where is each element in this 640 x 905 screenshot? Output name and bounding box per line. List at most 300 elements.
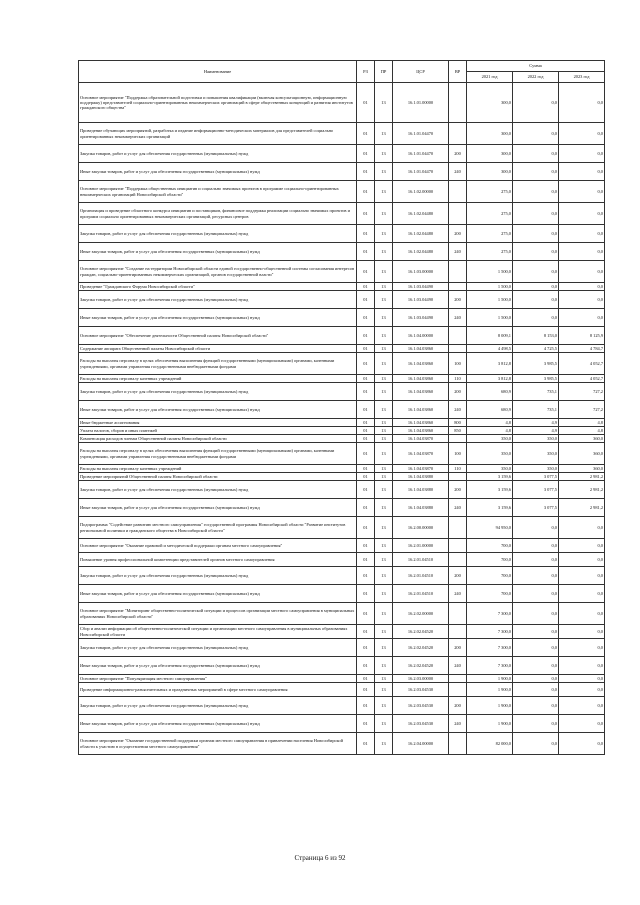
row-csr: 16.1.04.03860 xyxy=(393,419,449,427)
row-sum-2021: 4,8 xyxy=(467,419,513,427)
row-pr: 13 xyxy=(375,123,393,145)
row-name: Основное мероприятие "Популяризация местного самоуправления" xyxy=(79,675,357,683)
row-sum-2021: 1 900,0 xyxy=(467,675,513,683)
row-sum-2021: 300,0 xyxy=(467,145,513,163)
table-row xyxy=(79,567,605,585)
row-vr: 200 xyxy=(449,383,467,401)
row-name: Основное мероприятие "Обеспечение деятельности Общественной палаты Новосибирской области" xyxy=(79,327,357,345)
row-sum-2022: 350,0 xyxy=(513,465,559,473)
row-pr: 13 xyxy=(375,517,393,539)
row-sum-2023: 0,0 xyxy=(559,585,605,603)
row-sum-2023: 0,0 xyxy=(559,733,605,755)
row-sum-2022: 0,0 xyxy=(513,657,559,675)
table-row xyxy=(79,715,605,733)
row-sum-2022: 0,0 xyxy=(513,261,559,283)
row-rz: 01 xyxy=(357,261,375,283)
row-name: Иные закупки товаров, работ и услуг для обеспечения государственных (муниципальных) нужд xyxy=(79,163,357,181)
row-name: Повышение уровня профессиональной компетенции представителей органов местного самоуправления xyxy=(79,553,357,567)
row-rz: 01 xyxy=(357,163,375,181)
row-name: Сбор и анализ информации об общественно-политической ситуации и организации местного самоуправления в муниципальных образованиях Новосибирской области xyxy=(79,625,357,639)
row-sum-2023: 4,8 xyxy=(559,427,605,435)
row-csr: 16.1.04.03860 xyxy=(393,353,449,375)
row-sum-2021: 8 009,1 xyxy=(467,327,513,345)
row-sum-2021: 300,0 xyxy=(467,163,513,181)
table-row xyxy=(79,585,605,603)
header-rz: РЗ xyxy=(357,61,375,83)
row-name: Содержание аппарата Общественной палаты Новосибирской области xyxy=(79,345,357,353)
row-rz: 01 xyxy=(357,327,375,345)
row-sum-2021: 82 000,0 xyxy=(467,733,513,755)
row-name: Компенсация расходов членам Общественной палаты Новосибирской области xyxy=(79,435,357,443)
row-name: Расходы на выплаты персоналу в целях обеспечения выполнения функций государственными (муниципальными) органами, казенными учреждениями, органами управления государственными внебюджетными фондами xyxy=(79,353,357,375)
row-sum-2022: 4 725,5 xyxy=(513,345,559,353)
row-vr: 100 xyxy=(449,353,467,375)
row-pr: 13 xyxy=(375,375,393,383)
row-rz: 01 xyxy=(357,243,375,261)
table-row xyxy=(79,465,605,473)
row-rz: 01 xyxy=(357,657,375,675)
table-row xyxy=(79,383,605,401)
row-sum-2023: 0,0 xyxy=(559,657,605,675)
row-sum-2022: 0,0 xyxy=(513,283,559,291)
row-sum-2022: 0,0 xyxy=(513,675,559,683)
header-vr: ВР xyxy=(449,61,467,83)
row-sum-2022: 0,0 xyxy=(513,697,559,715)
row-sum-2021: 1 500,0 xyxy=(467,291,513,309)
header-name: Наименование xyxy=(79,61,357,83)
row-csr: 16.2.01.04510 xyxy=(393,585,449,603)
row-csr: 16.1.01.00000 xyxy=(393,83,449,123)
row-pr: 13 xyxy=(375,697,393,715)
row-rz: 01 xyxy=(357,309,375,327)
row-sum-2022: 0,0 xyxy=(513,123,559,145)
row-sum-2022: 0,0 xyxy=(513,539,559,553)
row-name: Основное мероприятие "Создание на территории Новосибирской области единой государственно-общественной системы согласования интересов граждан, социально-ориентированных некоммерческих организаций, органов государственной власти" xyxy=(79,261,357,283)
row-sum-2022: 0,0 xyxy=(513,309,559,327)
table-row xyxy=(79,283,605,291)
row-sum-2021: 3 812,8 xyxy=(467,353,513,375)
row-sum-2022: 0,0 xyxy=(513,639,559,657)
row-pr: 13 xyxy=(375,539,393,553)
row-sum-2021: 275,0 xyxy=(467,181,513,203)
row-sum-2023: 0,0 xyxy=(559,291,605,309)
row-pr: 13 xyxy=(375,435,393,443)
table-row xyxy=(79,683,605,697)
row-sum-2022: 0,0 xyxy=(513,585,559,603)
row-pr: 13 xyxy=(375,427,393,435)
row-name: Закупка товаров, работ и услуг для обеспечения государственных (муниципальных) нужд xyxy=(79,639,357,657)
row-pr: 13 xyxy=(375,291,393,309)
row-pr: 13 xyxy=(375,283,393,291)
row-vr: 200 xyxy=(449,225,467,243)
row-rz: 01 xyxy=(357,203,375,225)
table-row xyxy=(79,345,605,353)
row-sum-2021: 350,0 xyxy=(467,435,513,443)
row-csr: 16.2.02.04520 xyxy=(393,639,449,657)
row-sum-2023: 0,0 xyxy=(559,309,605,327)
row-sum-2022: 0,0 xyxy=(513,553,559,567)
row-sum-2021: 1 900,0 xyxy=(467,715,513,733)
row-sum-2023: 0,0 xyxy=(559,539,605,553)
row-vr xyxy=(449,123,467,145)
row-rz: 01 xyxy=(357,553,375,567)
row-vr xyxy=(449,261,467,283)
row-rz: 01 xyxy=(357,517,375,539)
header-pr: ПР xyxy=(375,61,393,83)
row-sum-2021: 700,0 xyxy=(467,567,513,585)
row-vr xyxy=(449,675,467,683)
row-vr: 240 xyxy=(449,163,467,181)
row-sum-2023: 0,0 xyxy=(559,123,605,145)
row-sum-2022: 0,0 xyxy=(513,567,559,585)
row-name: Иные закупки товаров, работ и услуг для обеспечения государственных (муниципальных) нужд xyxy=(79,499,357,517)
table-body xyxy=(79,83,605,755)
row-sum-2021: 700,0 xyxy=(467,585,513,603)
row-csr: 16.1.01.04470 xyxy=(393,163,449,181)
row-name: Иные бюджетные ассигнования xyxy=(79,419,357,427)
row-pr: 13 xyxy=(375,675,393,683)
row-csr: 16.1.04.03870 xyxy=(393,443,449,465)
row-vr xyxy=(449,603,467,625)
budget-table xyxy=(78,60,605,755)
row-sum-2023: 0,0 xyxy=(559,553,605,567)
row-pr: 13 xyxy=(375,585,393,603)
row-name: Расходы на выплаты персоналу казенных учреждений xyxy=(79,375,357,383)
row-pr: 13 xyxy=(375,473,393,481)
table-row xyxy=(79,435,605,443)
table-row xyxy=(79,375,605,383)
row-pr: 13 xyxy=(375,345,393,353)
row-name: Организация и проведение областного конкурса инициатив и поставщиков, финансовое поддержка реализации социально значимых проектов и программ социально ориентированных некоммерческих организаций, ресурсных центров xyxy=(79,203,357,225)
row-sum-2021: 4 498,5 xyxy=(467,345,513,353)
row-name: Закупка товаров, работ и услуг для обеспечения государственных (муниципальных) нужд xyxy=(79,291,357,309)
row-rz: 01 xyxy=(357,603,375,625)
table-row xyxy=(79,261,605,283)
row-csr: 16.1.04.03880 xyxy=(393,481,449,499)
budget-table-sheet xyxy=(78,60,604,755)
row-csr: 16.2.01.04510 xyxy=(393,553,449,567)
row-sum-2023: 4 052,7 xyxy=(559,353,605,375)
row-vr: 850 xyxy=(449,427,467,435)
row-pr: 13 xyxy=(375,683,393,697)
row-sum-2023: 0,0 xyxy=(559,243,605,261)
row-pr: 13 xyxy=(375,481,393,499)
row-name: Основное мероприятие "Оказание правовой и методической поддержки органам местного самоуправления" xyxy=(79,539,357,553)
row-pr: 13 xyxy=(375,353,393,375)
row-name: Уплата налогов, сборов и иных платежей xyxy=(79,427,357,435)
row-vr xyxy=(449,435,467,443)
table-row xyxy=(79,327,605,345)
row-rz: 01 xyxy=(357,291,375,309)
row-sum-2022: 4,9 xyxy=(513,427,559,435)
row-vr: 200 xyxy=(449,697,467,715)
row-sum-2022: 735,1 xyxy=(513,383,559,401)
row-sum-2022: 0,0 xyxy=(513,181,559,203)
row-csr: 16.1.04.03860 xyxy=(393,375,449,383)
row-rz: 01 xyxy=(357,675,375,683)
row-sum-2022: 3 077,5 xyxy=(513,473,559,481)
table-row xyxy=(79,419,605,427)
row-name: Проведение информационно-разъяснительных и праздничных мероприятий в сфере местного самоуправления xyxy=(79,683,357,697)
row-sum-2021: 1 500,0 xyxy=(467,261,513,283)
row-name: Иные закупки товаров, работ и услуг для обеспечения государственных (муниципальных) нужд xyxy=(79,309,357,327)
row-sum-2023: 360,0 xyxy=(559,443,605,465)
row-vr: 240 xyxy=(449,657,467,675)
row-rz: 01 xyxy=(357,353,375,375)
row-sum-2021: 1 900,0 xyxy=(467,697,513,715)
row-sum-2023: 2 981,2 xyxy=(559,481,605,499)
row-csr: 16.2.03.04530 xyxy=(393,697,449,715)
row-sum-2023: 0,0 xyxy=(559,697,605,715)
row-name: Основное мероприятие "Мониторинг общественно-политической ситуации и процессов организации местного самоуправления в муниципальных образованиях Новосибирской области" xyxy=(79,603,357,625)
row-sum-2023: 0,0 xyxy=(559,203,605,225)
row-csr: 16.1.04.03870 xyxy=(393,435,449,443)
row-vr xyxy=(449,473,467,481)
row-name: Подпрограмма "Содействие развитию местного самоуправления" государственной программы Новосибирской области "Развитие институтов региональной политики и гражданского общества в Новосибирской области" xyxy=(79,517,357,539)
row-sum-2023: 4 784,7 xyxy=(559,345,605,353)
row-sum-2023: 4,8 xyxy=(559,419,605,427)
row-rz: 01 xyxy=(357,435,375,443)
row-name: Иные закупки товаров, работ и услуг для обеспечения государственных (муниципальных) нужд xyxy=(79,243,357,261)
table-row xyxy=(79,443,605,465)
table-row xyxy=(79,539,605,553)
row-name: Закупка товаров, работ и услуг для обеспечения государственных (муниципальных) нужд xyxy=(79,145,357,163)
row-vr: 200 xyxy=(449,291,467,309)
row-name: Закупка товаров, работ и услуг для обеспечения государственных (муниципальных) нужд xyxy=(79,567,357,585)
row-name: Иные закупки товаров, работ и услуг для обеспечения государственных (муниципальных) нужд xyxy=(79,401,357,419)
row-name: Проведение мероприятий Общественной палаты Новосибирской области xyxy=(79,473,357,481)
row-pr: 13 xyxy=(375,657,393,675)
row-csr: 16.2.03.04530 xyxy=(393,683,449,697)
row-csr: 16.2.02.04520 xyxy=(393,625,449,639)
row-pr: 13 xyxy=(375,465,393,473)
row-rz: 01 xyxy=(357,585,375,603)
page-number: Страница 6 из 92 xyxy=(294,854,346,862)
row-name: Закупка товаров, работ и услуг для обеспечения государственных (муниципальных) нужд xyxy=(79,697,357,715)
row-pr: 13 xyxy=(375,419,393,427)
row-sum-2022: 0,0 xyxy=(513,163,559,181)
table-row xyxy=(79,291,605,309)
row-pr: 13 xyxy=(375,383,393,401)
row-vr: 100 xyxy=(449,443,467,465)
table-row xyxy=(79,481,605,499)
row-vr xyxy=(449,327,467,345)
row-vr: 240 xyxy=(449,585,467,603)
row-sum-2021: 7 300,0 xyxy=(467,657,513,675)
row-csr: 16.1.01.04470 xyxy=(393,123,449,145)
row-csr: 16.1.02.04480 xyxy=(393,203,449,225)
row-rz: 01 xyxy=(357,639,375,657)
row-sum-2021: 680,9 xyxy=(467,401,513,419)
table-row xyxy=(79,145,605,163)
row-sum-2023: 727,2 xyxy=(559,383,605,401)
row-vr xyxy=(449,345,467,353)
row-vr xyxy=(449,203,467,225)
table-row xyxy=(79,83,605,123)
row-pr: 13 xyxy=(375,625,393,639)
row-pr: 13 xyxy=(375,145,393,163)
row-csr: 16.1.04.03880 xyxy=(393,499,449,517)
table-row xyxy=(79,225,605,243)
row-sum-2023: 4 052,7 xyxy=(559,375,605,383)
row-vr: 240 xyxy=(449,243,467,261)
row-sum-2021: 300,0 xyxy=(467,83,513,123)
row-name: Основное мероприятие "Поддержка образовательной подготовки и повышения квалификации (включая консультационную, информационную поддержку) представителей социально-ориентированных некоммерческих организаций в сфере общественных концепций и развития институтов гражданского общества" xyxy=(79,83,357,123)
row-sum-2023: 2 981,2 xyxy=(559,473,605,481)
row-pr: 13 xyxy=(375,83,393,123)
row-vr: 240 xyxy=(449,401,467,419)
table-row xyxy=(79,309,605,327)
row-rz: 01 xyxy=(357,683,375,697)
table-row xyxy=(79,243,605,261)
table-row xyxy=(79,697,605,715)
row-pr: 13 xyxy=(375,203,393,225)
row-name: Расходы на выплаты персоналу в целях обеспечения выполнения функций государственными (муниципальными) органами, казенными учреждениями, органами управления государственными внебюджетными фондами xyxy=(79,443,357,465)
row-pr: 13 xyxy=(375,443,393,465)
row-sum-2021: 7 300,0 xyxy=(467,603,513,625)
row-vr: 200 xyxy=(449,481,467,499)
row-sum-2021: 4,8 xyxy=(467,427,513,435)
row-rz: 01 xyxy=(357,539,375,553)
row-sum-2022: 3 077,5 xyxy=(513,499,559,517)
row-pr: 13 xyxy=(375,261,393,283)
row-sum-2021: 3 812,8 xyxy=(467,375,513,383)
row-sum-2021: 700,0 xyxy=(467,539,513,553)
row-rz: 01 xyxy=(357,465,375,473)
row-sum-2021: 275,0 xyxy=(467,243,513,261)
table-row xyxy=(79,517,605,539)
row-csr: 16.2.02.00000 xyxy=(393,603,449,625)
row-name: Иные закупки товаров, работ и услуг для обеспечения государственных (муниципальных) нужд xyxy=(79,715,357,733)
row-sum-2021: 350,0 xyxy=(467,443,513,465)
row-sum-2022: 0,0 xyxy=(513,715,559,733)
row-sum-2023: 0,0 xyxy=(559,181,605,203)
row-pr: 13 xyxy=(375,553,393,567)
row-vr: 200 xyxy=(449,145,467,163)
row-pr: 13 xyxy=(375,567,393,585)
row-name: Основное мероприятие "Оказание государственной поддержки органам местного самоуправления в привлечении населения Новосибирской области к участию в осуществлении местного самоуправления" xyxy=(79,733,357,755)
row-sum-2021: 3 159,6 xyxy=(467,481,513,499)
row-rz: 01 xyxy=(357,145,375,163)
row-csr: 16.1.04.03860 xyxy=(393,345,449,353)
table-row xyxy=(79,603,605,625)
row-csr: 16.2.02.04520 xyxy=(393,657,449,675)
row-sum-2021: 350,0 xyxy=(467,465,513,473)
row-sum-2022: 0,0 xyxy=(513,203,559,225)
row-name: Закупка товаров, работ и услуг для обеспечения государственных (муниципальных) нужд xyxy=(79,225,357,243)
row-csr: 16.1.04.03860 xyxy=(393,383,449,401)
row-rz: 01 xyxy=(357,567,375,585)
row-sum-2023: 360,0 xyxy=(559,435,605,443)
row-pr: 13 xyxy=(375,499,393,517)
row-rz: 01 xyxy=(357,443,375,465)
row-sum-2022: 0,0 xyxy=(513,83,559,123)
row-sum-2021: 3 159,6 xyxy=(467,499,513,517)
table-row xyxy=(79,203,605,225)
row-sum-2022: 350,0 xyxy=(513,443,559,465)
row-pr: 13 xyxy=(375,309,393,327)
row-sum-2021: 275,0 xyxy=(467,203,513,225)
row-sum-2023: 0,0 xyxy=(559,675,605,683)
row-vr xyxy=(449,517,467,539)
row-pr: 13 xyxy=(375,225,393,243)
row-rz: 01 xyxy=(357,733,375,755)
row-sum-2022: 0,0 xyxy=(513,145,559,163)
row-pr: 13 xyxy=(375,243,393,261)
row-csr: 16.2.01.00000 xyxy=(393,539,449,553)
row-csr: 16.1.02.04480 xyxy=(393,243,449,261)
row-pr: 13 xyxy=(375,163,393,181)
row-sum-2021: 700,0 xyxy=(467,553,513,567)
row-sum-2023: 0,0 xyxy=(559,145,605,163)
row-vr: 240 xyxy=(449,715,467,733)
row-csr: 16.1.03.00000 xyxy=(393,261,449,283)
row-pr: 13 xyxy=(375,715,393,733)
table-row xyxy=(79,123,605,145)
row-sum-2022: 0,0 xyxy=(513,225,559,243)
row-csr: 16.1.03.04490 xyxy=(393,283,449,291)
row-name: Проведение обучающих мероприятий, разработка и издание информационно-методических материалов для представителей социально ориентированных некоммерческих организаций xyxy=(79,123,357,145)
row-sum-2023: 8 125,9 xyxy=(559,327,605,345)
row-sum-2023: 0,0 xyxy=(559,567,605,585)
row-rz: 01 xyxy=(357,473,375,481)
row-csr: 16.1.04.03870 xyxy=(393,465,449,473)
row-sum-2022: 350,0 xyxy=(513,435,559,443)
table-row xyxy=(79,675,605,683)
row-sum-2023: 2 981,2 xyxy=(559,499,605,517)
row-csr: 16.1.01.04470 xyxy=(393,145,449,163)
row-rz: 01 xyxy=(357,283,375,291)
row-name: Иные закупки товаров, работ и услуг для обеспечения государственных (муниципальных) нужд xyxy=(79,585,357,603)
row-name: Основное мероприятие "Поддержка общественных инициатив и социально значимых проектов в программе социально-ориентированных некоммерческих организаций Новосибирской области" xyxy=(79,181,357,203)
table-row xyxy=(79,657,605,675)
row-sum-2023: 0,0 xyxy=(559,83,605,123)
row-name: Закупка товаров, работ и услуг для обеспечения государственных (муниципальных) нужд xyxy=(79,383,357,401)
row-sum-2023: 0,0 xyxy=(559,715,605,733)
row-name: Расходы на выплаты персоналу казенных учреждений xyxy=(79,465,357,473)
row-sum-2021: 300,0 xyxy=(467,123,513,145)
row-vr xyxy=(449,733,467,755)
row-sum-2022: 0,0 xyxy=(513,291,559,309)
row-rz: 01 xyxy=(357,345,375,353)
row-sum-2022: 0,0 xyxy=(513,625,559,639)
row-sum-2021: 1 900,0 xyxy=(467,683,513,697)
row-csr: 16.1.04.03860 xyxy=(393,427,449,435)
row-csr: 16.1.04.03880 xyxy=(393,473,449,481)
row-pr: 13 xyxy=(375,181,393,203)
table-row xyxy=(79,181,605,203)
row-name: Закупка товаров, работ и услуг для обеспечения государственных (муниципальных) нужд xyxy=(79,481,357,499)
row-rz: 01 xyxy=(357,499,375,517)
row-sum-2022: 8 153,0 xyxy=(513,327,559,345)
row-rz: 01 xyxy=(357,427,375,435)
row-sum-2021: 680,9 xyxy=(467,383,513,401)
table-row xyxy=(79,427,605,435)
table-row xyxy=(79,473,605,481)
table-row xyxy=(79,625,605,639)
row-sum-2023: 0,0 xyxy=(559,625,605,639)
row-csr: 16.2.00.00000 xyxy=(393,517,449,539)
row-vr: 110 xyxy=(449,375,467,383)
row-rz: 01 xyxy=(357,401,375,419)
row-vr: 200 xyxy=(449,567,467,585)
row-vr xyxy=(449,553,467,567)
row-vr: 240 xyxy=(449,499,467,517)
row-vr xyxy=(449,625,467,639)
header-year-2023: 2023 год xyxy=(559,72,605,83)
row-vr xyxy=(449,283,467,291)
row-pr: 13 xyxy=(375,327,393,345)
